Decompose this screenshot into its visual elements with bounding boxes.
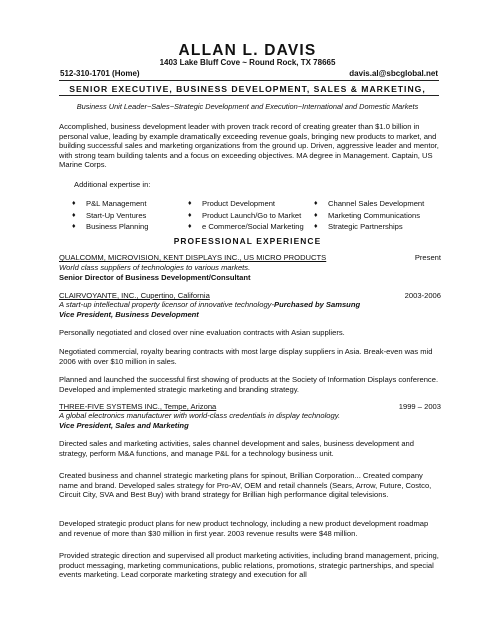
phone-number: 512-310-1701 (Home) xyxy=(60,69,140,78)
job-title: Vice President, Sales and Marketing xyxy=(59,421,189,430)
candidate-name: ALLAN L. DAVIS xyxy=(178,42,317,59)
expertise-column-2 xyxy=(188,198,304,233)
achievement-paragraph: Created business and channel strategic marketing plans for spinout, Brillian Corporation... Created company name and brand. Developed sales strategy for Pro-AV, OEM and retail channels (Sears, Arrow, Future, Costco, Circuit City, SVA and Best Buy) with brand strategy for Brillian high performance digital televisions. xyxy=(59,471,432,500)
expertise-item: ♦ Marketing Communications xyxy=(314,210,421,220)
diamond-bullet-icon: ♦ xyxy=(188,223,192,230)
email-address: davis.al@sbcglobal.net xyxy=(349,69,438,78)
achievement-paragraph: Directed sales and marketing activities, sales channel development and sales, business development and strategy, perform M&A functions, and manage P&L for a technology business unit. xyxy=(59,439,415,458)
achievement-paragraph: Developed strategic product plans for new product technology, including a new product development roadmap and revenue of more than $30 million in first year. 2003 revenue results were $48 million. xyxy=(59,519,429,538)
diamond-bullet-icon: ♦ xyxy=(72,200,76,207)
job-header xyxy=(59,402,441,411)
expertise-column-3 xyxy=(314,198,424,233)
job-dates: 2003-2006 xyxy=(404,291,441,300)
expertise-item: ♦ Channel Sales Development xyxy=(314,199,425,208)
company-description: A start-up intellectual property licensor of innovative technology-Purchased by Samsung xyxy=(59,300,361,309)
expertise-item: ♦ Start-Up Ventures xyxy=(72,210,147,220)
job-dates: Present xyxy=(414,253,441,262)
job-header xyxy=(59,253,441,262)
achievement-paragraph: Personally negotiated and closed over nine evaluation contracts with Asian suppliers. xyxy=(59,328,345,337)
expertise-item: ♦ Strategic Partnerships xyxy=(314,222,403,231)
diamond-bullet-icon: ♦ xyxy=(72,223,76,230)
experience-section-title: PROFESSIONAL EXPERIENCE xyxy=(173,236,322,246)
job-title: Vice President, Business Development xyxy=(59,310,199,319)
achievement-paragraph: Planned and launched the successful first showing of products at the Society of Information Displays conference. Developed and implemented strategic marketing and branding strategy. xyxy=(59,375,439,394)
summary-paragraph: Accomplished, business development leader with proven track record of creating greater than $1.0 billion in personal value, leading by example dramatically exceeding revenue goals, bringing new products to market, and building successful sales and marketing organizations from the ground up. Driven, aggressive leader and mentor, with strong team building talents and a focus on exceeding objectives. MA degree in Management. Captain, US Marine Corps. xyxy=(59,122,439,170)
address: 1403 Lake Bluff Cove ~ Round Rock, TX 78665 xyxy=(159,58,336,67)
expertise-item: ♦ Business Planning xyxy=(72,222,149,231)
achievement-paragraph: Negotiated commercial, royalty bearing contracts with most large display suppliers in Asia. Break-even was mid 2006 with over $10 million in sales. xyxy=(59,347,433,366)
expertise-column-1 xyxy=(72,198,148,233)
achievement-paragraph: Provided strategic direction and supervised all product marketing activities, including brand management, pricing, product messaging, marketing communications, public relations, promotions, strategic partnerships, and special events marketing. Lead corporate marketing strategy and execution for all xyxy=(59,551,439,580)
expertise-item: ♦ e Commerce/Social Marketing xyxy=(188,222,304,231)
job-title: Senior Director of Business Development/Consultant xyxy=(59,273,251,282)
diamond-bullet-icon: ♦ xyxy=(314,211,318,219)
job-dates: 1999 – 2003 xyxy=(398,402,441,411)
diamond-bullet-icon: ♦ xyxy=(314,223,318,230)
headline: SENIOR EXECUTIVE, BUSINESS DEVELOPMENT, SALES & MARKETING, xyxy=(69,84,426,94)
company-description: A global electronics manufacturer with world-class credentials in display technology. xyxy=(59,411,341,420)
job-header xyxy=(59,291,441,300)
expertise-item: ♦ P&L Management xyxy=(72,199,147,208)
tagline: Business Unit Leader~Sales~Strategic Development and Execution~International and Domestic Markets xyxy=(76,102,419,111)
headline-rule-top xyxy=(59,80,439,81)
diamond-bullet-icon: ♦ xyxy=(314,200,318,207)
company-description: World class suppliers of technologies to various markets. xyxy=(59,263,251,272)
expertise-item: ♦ Product Development xyxy=(188,199,276,208)
diamond-bullet-icon: ♦ xyxy=(72,211,76,219)
expertise-title: Additional expertise in: xyxy=(74,180,151,189)
diamond-bullet-icon: ♦ xyxy=(188,211,192,219)
company-name: QUALCOMM, MICROVISION, KENT DISPLAYS INC., US MICRO PRODUCTS xyxy=(59,253,327,262)
company-name: THREE-FIVE SYSTEMS INC., Tempe, Arizona xyxy=(59,402,217,411)
diamond-bullet-icon: ♦ xyxy=(188,200,192,207)
expertise-item: ♦ Product Launch/Go to Market xyxy=(188,210,302,220)
company-name: CLAIRVOYANTE, INC., Cupertino, California xyxy=(59,291,210,300)
headline-rule-bottom xyxy=(59,95,439,96)
